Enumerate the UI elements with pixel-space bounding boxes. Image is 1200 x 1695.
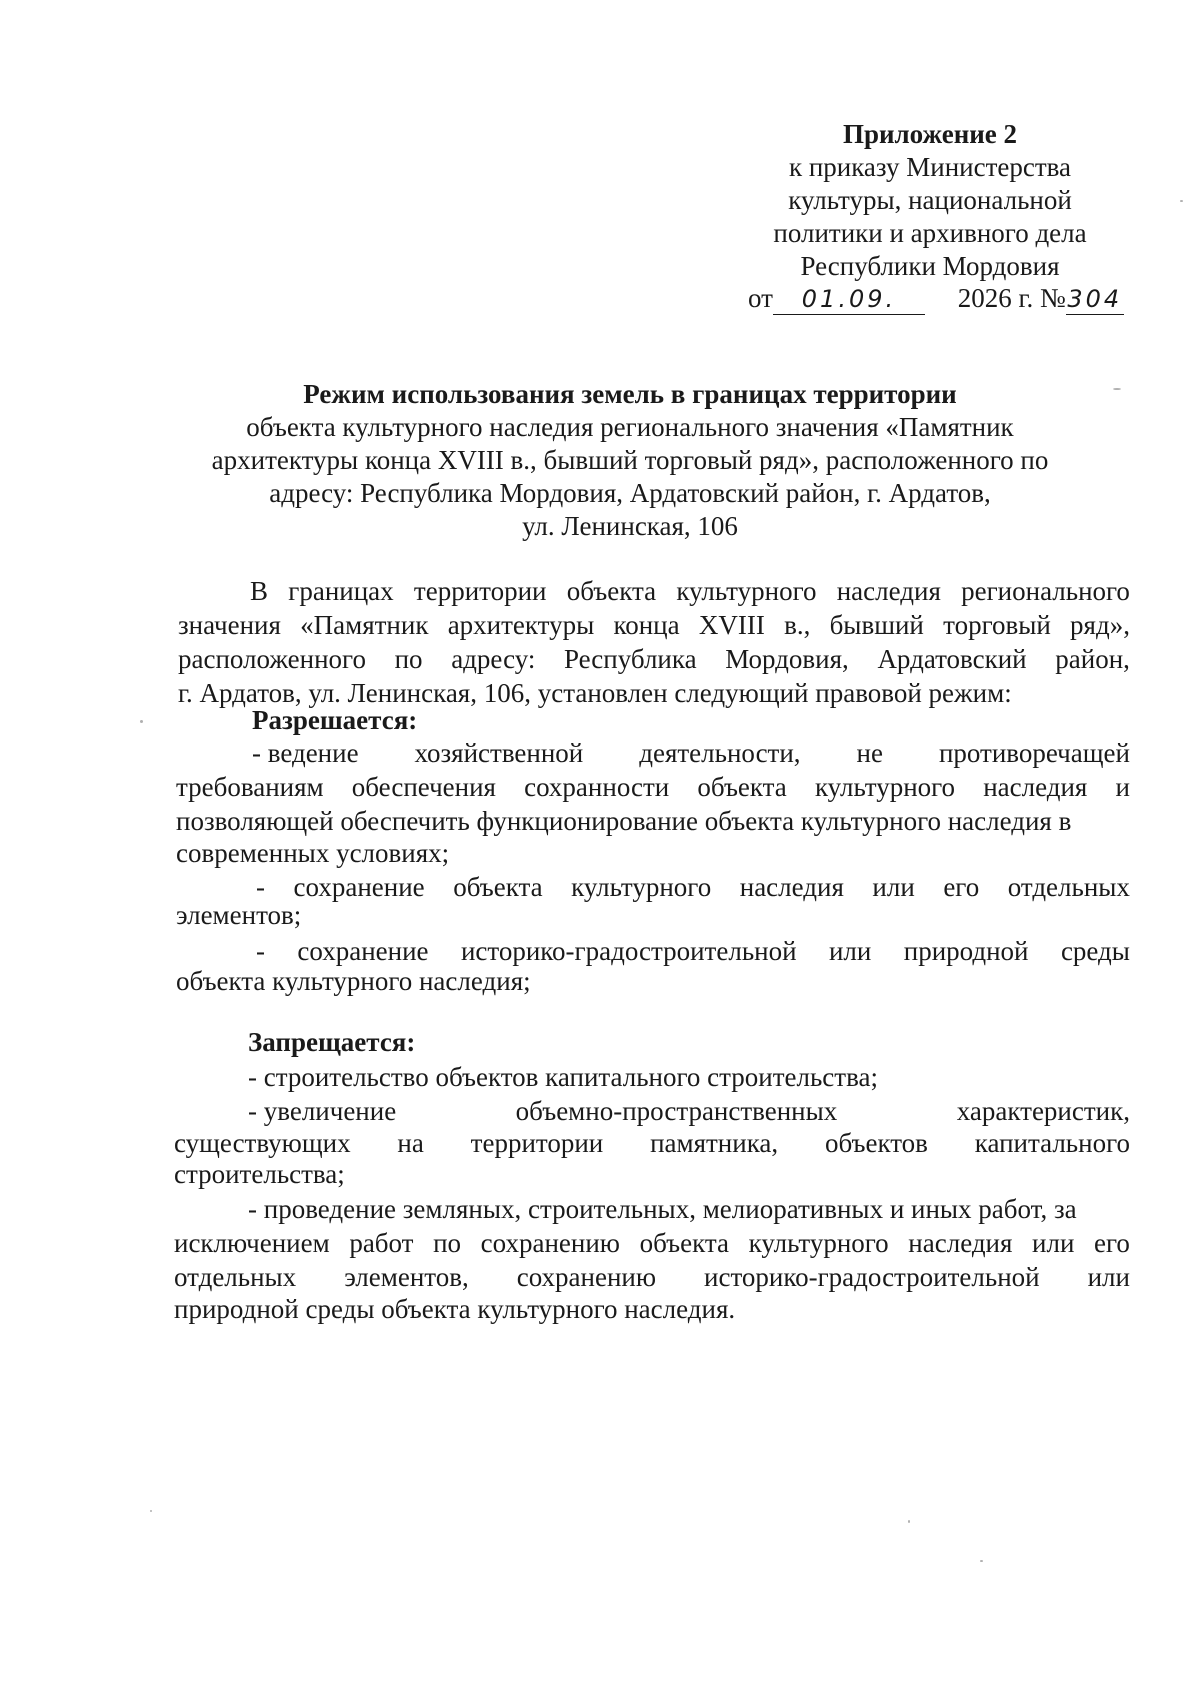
text-word: существующих <box>174 1128 351 1158</box>
text-word: памятника, <box>650 1128 779 1158</box>
text-word: расположенного <box>178 644 366 674</box>
year-number-label: 2026 г. № <box>957 283 1066 313</box>
prohibited-item-line: - проведение земляных, строительных, мелиоративных и иных работ, за <box>248 1194 1077 1224</box>
prohibited-item-line <box>174 1262 1130 1293</box>
text-word: сохранение <box>297 936 429 966</box>
text-word: объекта <box>639 1228 729 1258</box>
text-word: историко-градостроительной <box>704 1262 1040 1292</box>
text-word: культурного <box>748 1228 889 1258</box>
allowed-item-line: объекта культурного наследия; <box>176 966 531 996</box>
prohibited-item-line <box>174 1228 1130 1259</box>
scan-speck <box>980 1560 983 1562</box>
text-word: не <box>856 738 883 768</box>
text-word: по <box>433 1228 462 1258</box>
text-word: торговый <box>943 610 1051 640</box>
text-word: или <box>1087 1262 1130 1292</box>
text-word: - <box>256 936 265 966</box>
text-word: по <box>394 644 423 674</box>
text-word: конца <box>613 610 680 640</box>
text-word: наследия <box>836 576 941 606</box>
text-word: или <box>1032 1228 1075 1258</box>
text-word: объекта <box>566 576 657 606</box>
text-word: культурного <box>814 772 956 802</box>
title-line: объекта культурного наследия регионального значения «Памятник <box>246 412 1014 442</box>
text-word: - ведение <box>252 738 359 768</box>
text-word: объекта <box>697 772 787 802</box>
text-word: архитектуры <box>447 610 595 640</box>
text-word: противоречащей <box>938 738 1130 768</box>
prohibited-item-line: природной среды объекта культурного наследия. <box>174 1294 736 1324</box>
text-word: характеристик, <box>956 1096 1130 1126</box>
text-word: наследия <box>739 872 844 902</box>
text-word: объекта <box>453 872 543 902</box>
allowed-item-line <box>176 772 1130 803</box>
text-word: значения <box>178 610 281 640</box>
text-word: элементов, <box>344 1262 469 1292</box>
text-word: «Памятник <box>300 610 429 640</box>
text-word: - <box>256 872 265 902</box>
allowed-item-line: современных условиях; <box>176 838 450 868</box>
text-word: Мордовия, <box>725 644 849 674</box>
text-word: сохранности <box>524 772 670 802</box>
prohibited-item-line <box>248 1096 1130 1127</box>
prohibited-item-line: строительства; <box>174 1159 345 1189</box>
text-word: капитального <box>974 1128 1130 1158</box>
text-word: обеспечения <box>351 772 496 802</box>
text-word: территории <box>470 1128 604 1158</box>
text-word: сохранению <box>480 1228 620 1258</box>
allowed-item-line: элементов; <box>176 900 302 930</box>
text-word: наследия <box>908 1228 1013 1258</box>
text-word: отдельных <box>174 1262 297 1292</box>
appendix-title: Приложение 2 <box>842 119 1018 149</box>
text-word: и <box>1115 772 1130 802</box>
text-word: деятельности, <box>639 738 801 768</box>
appendix-line: политики и архивного дела <box>773 218 1087 248</box>
text-word: его <box>943 872 980 902</box>
title-bold-line: Режим использования земель в границах территории <box>303 379 957 409</box>
title-line: адресу: Республика Мордовия, Ардатовский район, г. Ардатов, <box>269 478 991 508</box>
text-word: среды <box>1060 936 1130 966</box>
number-handwritten: 304 <box>1067 285 1123 313</box>
text-word: адресу: <box>451 644 536 674</box>
appendix-line: к приказу Министерства <box>788 152 1072 182</box>
number-field <box>1066 283 1124 315</box>
scan-speck <box>1113 388 1121 390</box>
text-word: регионального <box>961 576 1130 606</box>
text-word: культурного <box>571 872 712 902</box>
text-word: на <box>397 1128 424 1158</box>
text-word: Ардатовский <box>877 644 1027 674</box>
date-prefix: от <box>748 283 773 313</box>
text-word: или <box>828 936 872 966</box>
scan-speck <box>908 1520 910 1523</box>
allowed-item-line: позволяющей обеспечить функционирование объекта культурного наследия в <box>176 806 1072 836</box>
text-word: исключением <box>174 1228 330 1258</box>
text-word: Республика <box>563 644 697 674</box>
text-word: границах <box>288 576 394 606</box>
text-word: работ <box>349 1228 414 1258</box>
intro-line <box>178 644 1130 675</box>
text-word: или <box>872 872 915 902</box>
text-word: требованиям <box>176 772 324 802</box>
text-word: сохранению <box>516 1262 657 1292</box>
prohibited-item-line <box>174 1128 1130 1159</box>
text-word: природной <box>903 936 1029 966</box>
intro-line <box>250 576 1130 607</box>
text-word: культурного <box>676 576 817 606</box>
text-word: ряд», <box>1070 610 1130 640</box>
text-word: В <box>250 576 269 606</box>
text-word: хозяйственной <box>414 738 584 768</box>
text-word: наследия <box>983 772 1088 802</box>
order-date-line <box>748 283 1124 315</box>
text-word: объектов <box>824 1128 928 1158</box>
intro-line: г. Ардатов, ул. Ленинская, 106, установлен следующий правовой режим: <box>178 678 1012 708</box>
scan-speck <box>140 720 143 723</box>
prohibited-heading: Запрещается: <box>248 1027 416 1057</box>
title-line: ул. Ленинская, 106 <box>522 511 738 541</box>
allowed-heading: Разрешается: <box>252 705 418 735</box>
date-field <box>773 283 925 315</box>
text-word: территории <box>413 576 547 606</box>
prohibited-item-line: - строительство объектов капитального строительства; <box>248 1062 878 1092</box>
scan-speck <box>150 1510 152 1512</box>
document-title <box>195 378 1065 543</box>
text-word: - увеличение <box>248 1096 397 1126</box>
text-word: бывший <box>829 610 924 640</box>
text-word: объемно-пространственных <box>515 1096 838 1126</box>
text-word: историко-градостроительной <box>460 936 797 966</box>
title-line: архитектуры конца XVIII в., бывший торговый ряд», расположенного по <box>211 445 1049 475</box>
appendix-header <box>740 118 1120 283</box>
scan-speck <box>1180 200 1183 202</box>
text-word: XVIII <box>698 610 765 640</box>
text-word: сохранение <box>293 872 425 902</box>
appendix-line: культуры, национальной <box>788 185 1072 215</box>
text-word: район, <box>1055 644 1130 674</box>
date-handwritten: 01.09. <box>801 285 897 313</box>
intro-line <box>178 610 1130 641</box>
appendix-line: Республики Мордовия <box>800 251 1060 281</box>
text-word: в., <box>784 610 811 640</box>
allowed-item-line <box>256 872 1130 903</box>
allowed-item-line <box>252 738 1130 769</box>
text-word: отдельных <box>1007 872 1130 902</box>
text-word: его <box>1094 1228 1130 1258</box>
allowed-item-line <box>256 936 1130 967</box>
